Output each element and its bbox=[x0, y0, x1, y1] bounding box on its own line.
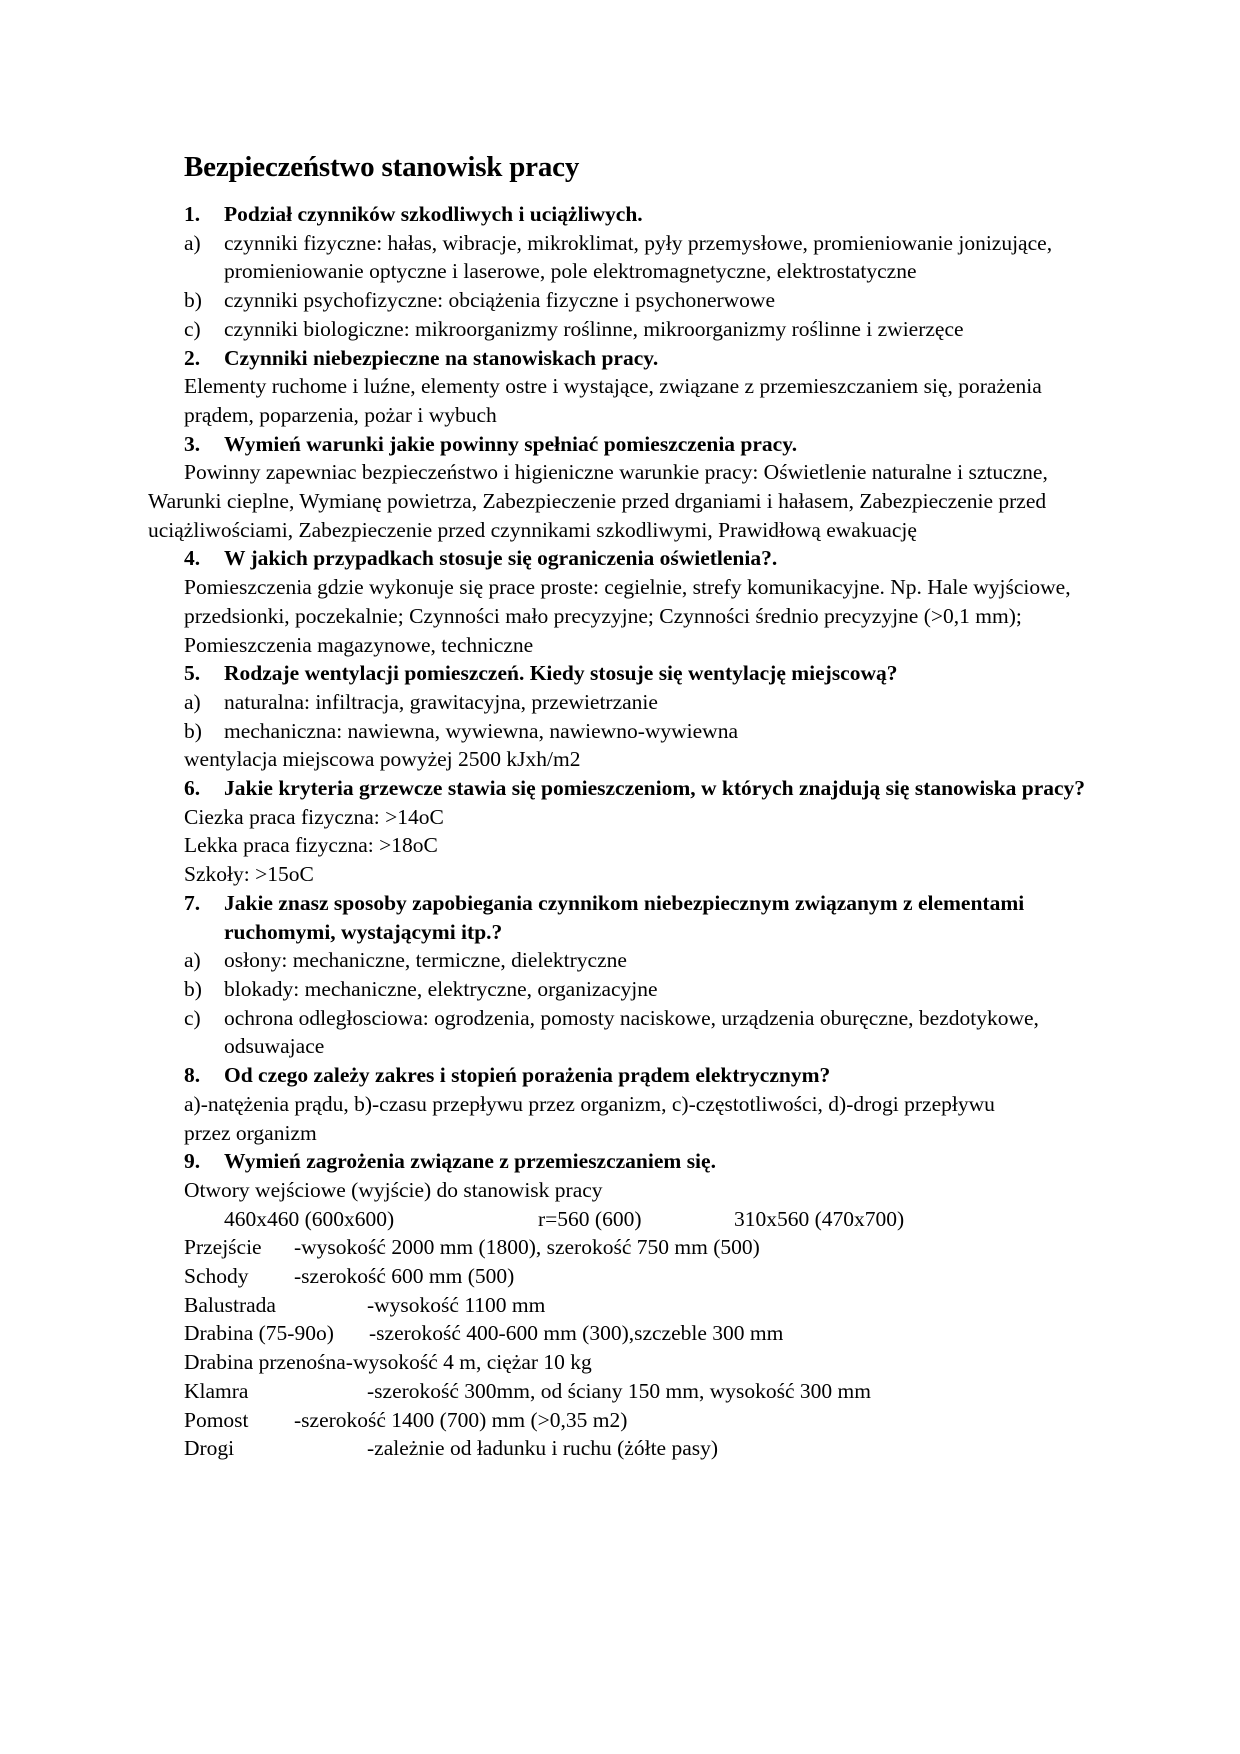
question-5 bbox=[148, 659, 1098, 688]
answer-paragraph: Powinny zapewniac bezpieczeństwo i higieniczne warunkie pracy: Oświetlenie naturalne i sztuczne, Warunki cieplne, Wymianę powietrza, Zabezpieczenie przed drganiami i hałasem, Zabezpieczenie przed uciążliwościami, Zabezpieczenie przed czynnikami szkodliwymi, Prawidłową ewakuację bbox=[148, 460, 1048, 542]
question-text: Od czego zależy zakres i stopień porażenia prądem elektrycznym? bbox=[224, 1063, 831, 1088]
requirement-row bbox=[148, 1233, 1098, 1262]
question-text: Jakie kryteria grzewcze stawia się pomieszczeniom, w których znajdują się stanowiska pracy? bbox=[224, 776, 1086, 801]
question-text: Czynniki niebezpieczne na stanowiskach pracy. bbox=[224, 345, 659, 370]
question-text: Wymień zagrożenia związane z przemieszczaniem się. bbox=[224, 1149, 716, 1174]
list-item-text: czynniki fizyczne: hałas, wibracje, mikroklimat, pyły przemysłowe, promieniowanie jonizujące, promieniowanie optyczne i laserowe, pole elektromagnetyczne, elektrostatyczne bbox=[224, 230, 1053, 284]
list-item-text: ochrona odległosciowa: ogrodzenia, pomosty naciskowe, urządzenia oburęczne, bezdotykowe, odsuwajace bbox=[224, 1005, 1039, 1059]
list-marker: c) bbox=[184, 1005, 201, 1030]
list-marker: a) bbox=[184, 230, 201, 255]
requirement-label: Drabina (75-90o) bbox=[184, 1321, 334, 1346]
list-item bbox=[148, 946, 1098, 975]
question-6 bbox=[148, 774, 1098, 803]
requirement-value: -szerokość 300mm, od ściany 150 mm, wysokość 300 mm bbox=[367, 1378, 872, 1403]
requirement-label: Pomost bbox=[184, 1407, 249, 1432]
list-marker: a) bbox=[184, 948, 201, 973]
question-text: Jakie znasz sposoby zapobiegania czynnikom niebezpiecznym związanym z elementami ruchomymi, wystającymi itp.? bbox=[224, 890, 1025, 944]
requirement-value: -zależnie od ładunku i ruchu (żółte pasy) bbox=[367, 1436, 719, 1461]
question-text: Wymień warunki jakie powinny spełniać pomieszczenia pracy. bbox=[224, 431, 798, 456]
answer-paragraph: Pomieszczenia gdzie wykonuje się prace proste: cegielnie, strefy komunikacyjne. Np. Hale wyjściowe, przedsionki, poczekalnie; Czynności mało precyzyjne; Czynności średnio precyzyjne (>0,1 mm); Pomieszczenia magazynowe, techniczne bbox=[184, 575, 1071, 657]
question-number: 5. bbox=[184, 661, 201, 686]
dimension-value: 460x460 (600x600) bbox=[224, 1206, 395, 1231]
question-9 bbox=[148, 1147, 1098, 1176]
requirement-row bbox=[148, 1377, 1098, 1406]
document-title: Bezpieczeństwo stanowisk pracy bbox=[184, 151, 580, 183]
question-4 bbox=[148, 544, 1098, 573]
requirement-value: -szerokość 1400 (700) mm (>0,35 m2) bbox=[294, 1407, 628, 1432]
answer-line: Ciezka praca fizyczna: >14oC bbox=[184, 804, 444, 829]
list-item-text: osłony: mechaniczne, termiczne, dielektryczne bbox=[224, 948, 627, 973]
question-number: 4. bbox=[184, 546, 201, 571]
question-7 bbox=[148, 889, 1098, 946]
answer-line: Otwory wejściowe (wyjście) do stanowisk pracy bbox=[184, 1177, 603, 1202]
question-text: Rodzaje wentylacji pomieszczeń. Kiedy stosuje się wentylację miejscową? bbox=[224, 661, 898, 686]
answer-line: Lekka praca fizyczna: >18oC bbox=[184, 833, 438, 858]
requirement-label: Balustrada bbox=[184, 1292, 276, 1317]
list-item bbox=[148, 1004, 1098, 1061]
list-marker: b) bbox=[184, 718, 202, 743]
requirement-value: -wysokość 4 m, ciężar 10 kg bbox=[345, 1350, 592, 1375]
question-text: W jakich przypadkach stosuje się ograniczenia oświetlenia?. bbox=[224, 546, 778, 571]
question-1 bbox=[148, 200, 1098, 229]
list-marker: a) bbox=[184, 689, 201, 714]
list-item-text: czynniki biologiczne: mikroorganizmy roślinne, mikroorganizmy roślinne i zwierzęce bbox=[224, 316, 964, 341]
requirement-value: -szerokość 600 mm (500) bbox=[294, 1264, 515, 1289]
question-text: Podział czynników szkodliwych i uciążliwych. bbox=[224, 202, 643, 226]
list-item bbox=[148, 688, 1098, 717]
document-body bbox=[148, 146, 1098, 1463]
question-number: 1. bbox=[184, 202, 201, 226]
question-number: 2. bbox=[184, 345, 201, 370]
requirement-label: Klamra bbox=[184, 1378, 249, 1403]
question-8 bbox=[148, 1061, 1098, 1090]
requirement-row bbox=[148, 1348, 1098, 1377]
list-marker: b) bbox=[184, 288, 202, 313]
requirement-label: Drogi bbox=[184, 1436, 235, 1461]
list-item bbox=[148, 975, 1098, 1004]
answer-paragraph: wentylacja miejscowa powyżej 2500 kJxh/m2 bbox=[184, 747, 581, 772]
requirement-row bbox=[148, 1262, 1098, 1291]
opening-dimensions bbox=[148, 1205, 1098, 1234]
list-marker: c) bbox=[184, 316, 201, 341]
dimension-value: 310x560 (470x700) bbox=[734, 1206, 905, 1231]
requirement-row bbox=[148, 1406, 1098, 1435]
requirement-row bbox=[148, 1319, 1098, 1348]
list-item bbox=[148, 717, 1098, 746]
answer-paragraph: a)-natężenia prądu, b)-czasu przepływu przez organizm, c)-częstotliwości, d)-drogi przepływu przez organizm bbox=[184, 1091, 995, 1145]
requirement-value: -wysokość 2000 mm (1800), szerokość 750 mm (500) bbox=[294, 1235, 760, 1260]
dimension-value: r=560 (600) bbox=[538, 1206, 642, 1231]
question-number: 9. bbox=[184, 1149, 201, 1174]
question-number: 3. bbox=[184, 431, 201, 456]
requirement-value: -szerokość 400-600 mm (300),szczeble 300 mm bbox=[369, 1321, 784, 1346]
requirement-row bbox=[148, 1291, 1098, 1320]
requirement-row bbox=[148, 1434, 1098, 1463]
list-item-text: mechaniczna: nawiewna, wywiewna, nawiewno-wywiewna bbox=[224, 718, 739, 743]
list-item-text: blokady: mechaniczne, elektryczne, organizacyjne bbox=[224, 976, 658, 1001]
list-item bbox=[148, 315, 1098, 344]
list-item-text: czynniki psychofizyczne: obciążenia fizyczne i psychonerwowe bbox=[224, 288, 775, 313]
list-item-text: naturalna: infiltracja, grawitacyjna, przewietrzanie bbox=[224, 689, 658, 714]
question-2 bbox=[148, 344, 1098, 373]
requirement-label: Drabina przenośna bbox=[184, 1350, 346, 1375]
list-item bbox=[148, 229, 1098, 286]
list-item bbox=[148, 286, 1098, 315]
question-3 bbox=[148, 430, 1098, 459]
answer-line: Szkoły: >15oC bbox=[184, 862, 314, 887]
requirement-label: Schody bbox=[184, 1264, 249, 1289]
list-marker: b) bbox=[184, 976, 202, 1001]
answer-paragraph: Elementy ruchome i luźne, elementy ostre i wystające, związane z przemieszczaniem się, porażenia prądem, poparzenia, pożar i wybuch bbox=[184, 374, 1042, 427]
question-number: 6. bbox=[184, 776, 201, 801]
requirement-value: -wysokość 1100 mm bbox=[367, 1292, 546, 1317]
requirement-label: Przejście bbox=[184, 1235, 262, 1260]
question-number: 7. bbox=[184, 890, 201, 915]
question-number: 8. bbox=[184, 1063, 201, 1088]
